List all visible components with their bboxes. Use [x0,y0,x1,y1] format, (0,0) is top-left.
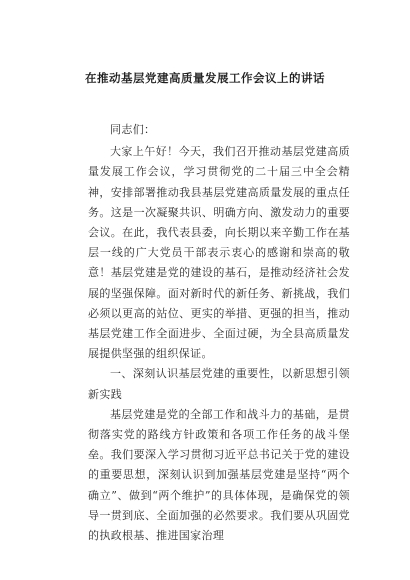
document-body [88,120,350,546]
document-title: 在推动基层党建高质量发展工作会议上的讲话 [85,71,325,85]
section-heading: 一、深刻认识基层党建的重要性，以新思想引领新实践 [88,367,350,401]
section-paragraph: 基层党建是党的全部工作和战斗力的基础，是贯彻落实党的路线方针政策和各项工作任务的战斗堡垒。我们要深入学习贯彻习近平总书记关于党的建设的重要思想，深刻认识到加强基层党建是坚持“两个确立”、做到“两个维护”的具体体现，是确保党的领导一贯到底、全面加强的必然要求。我们要从巩固党的执政根基、推进国家治理 [88,407,350,543]
salutation: 同志们： [110,123,156,136]
opening-paragraph: 大家上午好！今天，我们召开推动基层党建高质量发展工作会议，学习贯彻党的二十届三中全会精神，安排部署推动我县基层党建高质量发展的重点任务。这是一次凝聚共识、明确方向、激发动力的重要会议。在此，我代表县委，向长期以来辛勤工作在基层一线的广大党员干部表示衷心的感谢和崇高的敬意！基层党建是党的建设的基石，是推动经济社会发展的坚强保障。面对新时代的新任务、新挑战，我们必须以更高的站位、更实的举措、更强的担当，推动基层党建工作全面进步、全面过硬，为全县高质量发展提供坚强的组织保证。 [88,145,350,361]
